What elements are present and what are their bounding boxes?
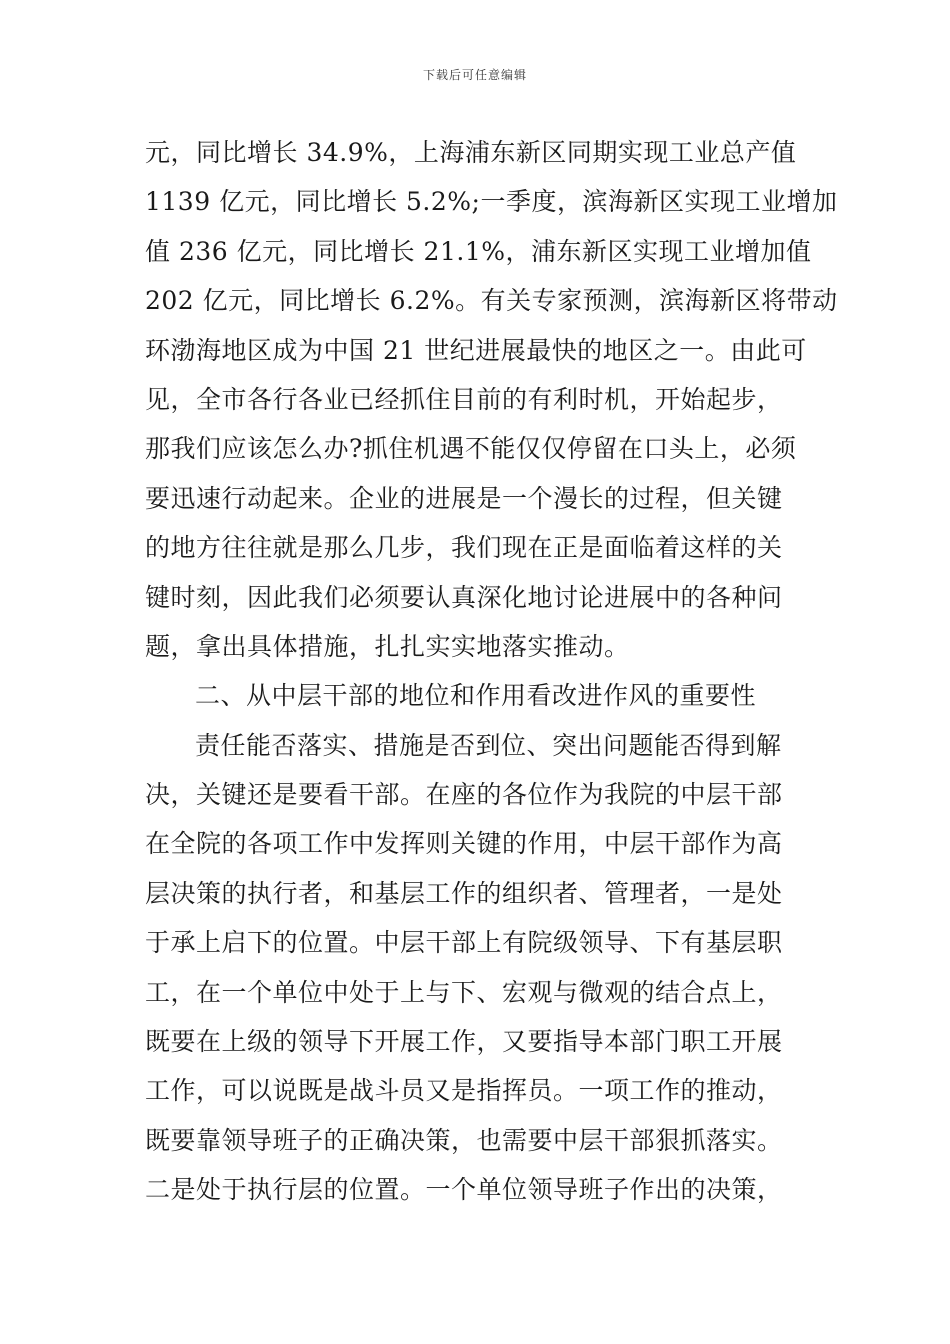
text-line: 题，拿出具体措施，扎扎实实地落实推动。 bbox=[145, 631, 630, 661]
paragraph-first-line: 责任能否落实、措施是否到位、突出问题能否得到解 bbox=[195, 730, 782, 760]
section-heading: 二、从中层干部的地位和作用看改进作风的重要性 bbox=[195, 681, 757, 711]
text-line: 工作，可以说既是战斗员又是指挥员。一项工作的推动， bbox=[145, 1076, 783, 1106]
text-line: 元，同比增长 34.9%，上海浦东新区同期实现工业总产值 bbox=[145, 138, 797, 167]
text-line: 在全院的各项工作中发挥则关键的作用，中层干部作为高 bbox=[145, 829, 783, 859]
text-line: 于承上启下的位置。中层干部上有院级领导、下有基层职 bbox=[145, 928, 783, 958]
text-line: 的地方往往就是那么几步，我们现在正是面临着这样的关 bbox=[145, 533, 783, 563]
text-line: 二是处于执行层的位置。一个单位领导班子作出的决策， bbox=[145, 1175, 783, 1205]
document-body bbox=[145, 128, 838, 1215]
text-line: 见，全市各行各业已经抓住目前的有利时机，开始起步， bbox=[145, 384, 783, 414]
text-line: 既要靠领导班子的正确决策，也需要中层干部狠抓落实。 bbox=[145, 1125, 783, 1155]
text-line: 值 236 亿元，同比增长 21.1%，浦东新区实现工业增加值 bbox=[145, 236, 812, 266]
text-line: 1139 亿元，同比增长 5.2%;一季度，滨海新区实现工业增加 bbox=[145, 187, 838, 217]
text-line: 那我们应该怎么办?抓住机遇不能仅仅停留在口头上，必须 bbox=[145, 434, 797, 464]
page-header: 下载后可任意编辑 bbox=[422, 68, 527, 82]
text-line: 键时刻，因此我们必须要认真深化地讨论进展中的各种问 bbox=[145, 582, 783, 612]
text-line: 工，在一个单位中处于上与下、宏观与微观的结合点上， bbox=[145, 977, 783, 1007]
text-line: 环渤海地区成为中国 21 世纪进展最快的地区之一。由此可 bbox=[145, 335, 807, 365]
text-line: 既要在上级的领导下开展工作，又要指导本部门职工开展 bbox=[145, 1027, 783, 1057]
text-line: 决，关键还是要看干部。在座的各位作为我院的中层干部 bbox=[145, 780, 783, 810]
text-line: 202 亿元，同比增长 6.2%。有关专家预测，滨海新区将带动 bbox=[145, 286, 838, 316]
text-line: 要迅速行动起来。企业的进展是一个漫长的过程，但关键 bbox=[145, 483, 783, 513]
text-line: 层决策的执行者，和基层工作的组织者、管理者，一是处 bbox=[145, 878, 783, 908]
